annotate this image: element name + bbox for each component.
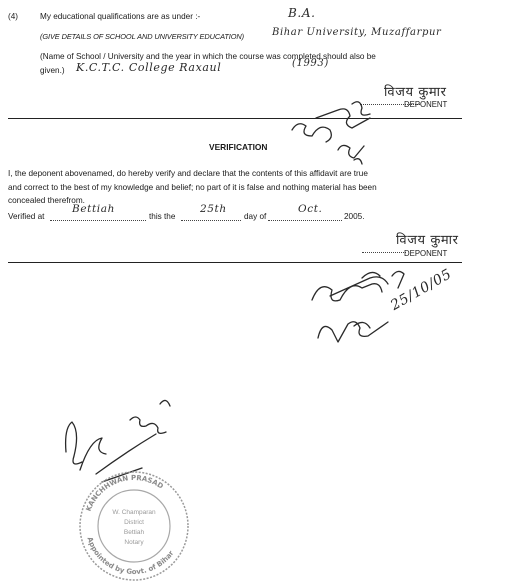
note-line-2-prefix: given.): [40, 66, 65, 75]
university-handwritten: Bihar University, Muzaffarpur: [272, 27, 442, 38]
notary-seal: [74, 466, 194, 584]
qualifications-heading: My educational qualifications are as under :-: [40, 12, 201, 21]
verification-line-2: and correct to the best of my knowledge and belief; no part of it is false and nothing material has been: [8, 183, 377, 192]
attesting-signature-2: [312, 271, 404, 342]
seal-center-line-4: Notary: [124, 539, 144, 546]
month-handwritten: Oct.: [298, 203, 323, 215]
verified-at-label: Verified at: [8, 212, 45, 221]
seal-bottom-text: Appointed by Govt. of Bihar: [85, 536, 176, 577]
this-the-label: this the: [149, 212, 176, 221]
education-caps-line: (GIVE DETAILS OF SCHOOL AND UNIVERSITY EDUCATION): [40, 32, 244, 41]
verification-line-3: concealed therefrom.: [8, 196, 85, 205]
verification-line-1: I, the deponent abovenamed, do hereby verify and declare that the contents of this affidavit are true: [8, 169, 368, 178]
deponent-label-1: DEPONENT: [404, 100, 448, 109]
seal-center-line-2: District: [124, 519, 144, 526]
note-line-1: (Name of School / University and the year in which the course was completed should also be: [40, 52, 376, 61]
attesting-signature-1: [292, 102, 370, 164]
place-handwritten: Bettiah: [72, 203, 115, 215]
deponent-label-2: DEPONENT: [404, 249, 448, 258]
seal-center-line-3: Bettiah: [123, 529, 145, 536]
degree-handwritten: B.A.: [288, 6, 316, 20]
college-handwritten: K.C.T.C. College Raxaul: [76, 61, 222, 74]
year-handwritten: (1993): [292, 58, 329, 69]
seal-center-line-1: W. Champaran: [112, 509, 156, 516]
seal-top-text: KANCHHWAN PRASAD: [84, 473, 165, 513]
day-of-label: day of: [244, 212, 267, 221]
deponent-signature-1: विजय कुमार: [384, 85, 447, 100]
day-handwritten: 25th: [200, 203, 227, 215]
verification-title: VERIFICATION: [209, 142, 268, 152]
item-number: (4): [8, 12, 19, 21]
year-printed: 2005.: [344, 212, 365, 221]
deponent-signature-2: विजय कुमार: [396, 233, 459, 248]
svg-text:KANCHHWAN PRASAD: [85, 474, 165, 512]
attestation-date-handwritten: 25/10/05: [388, 266, 455, 314]
